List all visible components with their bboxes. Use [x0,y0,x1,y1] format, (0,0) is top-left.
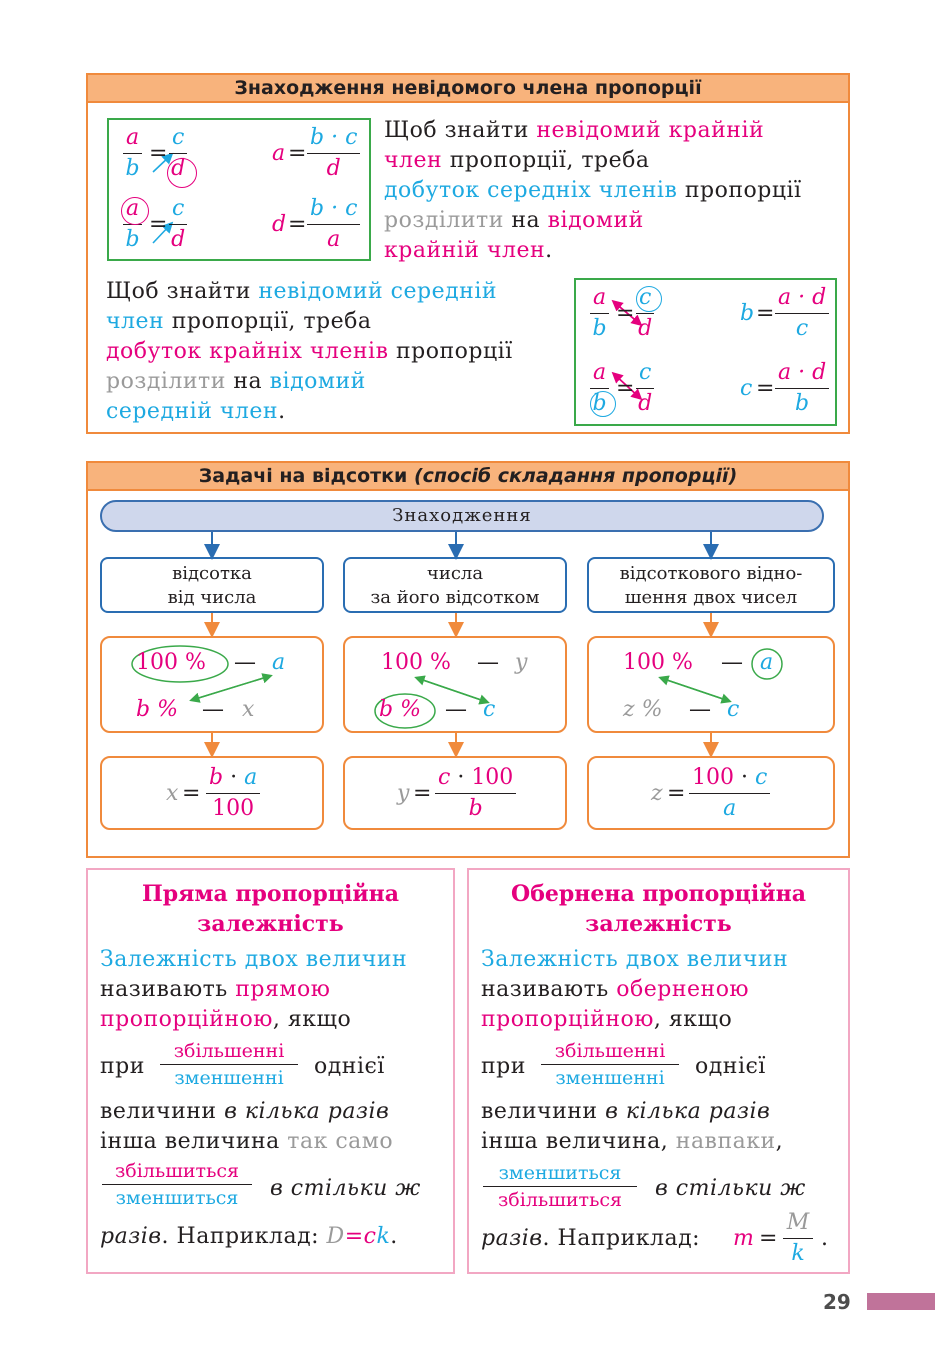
result-fraction: $\frac{a \cdot d}{c}$ [775,283,829,344]
case-header-1: відсотка від числа [100,557,324,613]
result-var: b [740,301,755,326]
equals-sign: = [288,141,307,166]
case-header-3: відсоткового відно- шення двох чисел [587,557,835,613]
page-bar [867,1293,935,1310]
result-fraction: $\frac{b \cdot c}{a}$ [307,194,360,255]
rule-extreme-text: Щоб знайти невідомий крайній член пропорції, треба добуток середніх членів пропорції розділити на відомий крайній член. [384,118,802,263]
equals-sign: = [756,301,775,326]
page-number: 29 [823,1290,851,1314]
proportion-box-3: 100 % — a z % — c [587,636,835,733]
fraction-c-d: $\frac{c}{d}$ [636,283,654,344]
result-fraction: $\frac{a \cdot d}{b}$ [775,358,829,419]
direct-proportion-box: Пряма пропорційна залежність Залежність двох величин називають прямою пропорційною, якщо при збільшенні зменшенні однієї величини в кілька разів інша величина так само збільшиться зменшиться в стільки ж разів. Наприклад: D=ck. [86,868,455,1274]
example-fraction: $\frac{M}{k}$ [783,1208,813,1269]
fraction-a-b: $\frac{a}{b}$ [123,123,142,184]
will-decrease-fraction: зменшиться збільшиться [483,1160,637,1213]
proportion-box-1: 100 % — a b % — x [100,636,324,733]
result-box-2: y = $\frac{c \cdot 100}{b}$ [343,756,567,830]
result-box-1: x = $\frac{b \cdot a}{100}$ [100,756,324,830]
inverse-proportion-box: Обернена пропорційна залежність Залежність двох величин називають оберненою пропорційною, якщо при збільшенні зменшенні однієї величини в кілька разів інша величина, навпаки, зменшиться збільшиться в стільки ж разів. Наприклад: m = $\frac{M}{k}$ . [467,868,850,1274]
fraction-c-d: $\frac{c}{d}$ [169,123,187,184]
result-var: d [272,212,287,237]
case-header-2: числа за його відсотком [343,557,567,613]
section-title: Задачі на відсотки (спосіб складання пропорції) [88,463,848,491]
result-fraction: $\frac{b \cdot c}{d}$ [307,123,360,184]
result-var: a [272,141,286,166]
equals-sign: = [288,212,307,237]
result-var: c [740,376,753,401]
increase-decrease-fraction: збільшенні зменшенні [160,1038,298,1091]
fraction-a-b: $\frac{a}{b}$ [590,358,609,419]
increase-decrease-fraction: збільшенні зменшенні [541,1038,679,1091]
proportion-box-2: 100 % — y b % — c [343,636,567,733]
result-fraction: $\frac{100 \cdot c}{a}$ [689,763,770,824]
equals-sign: = [149,212,168,237]
equals-sign: = [616,376,635,401]
result-fraction: $\frac{c \cdot 100}{b}$ [435,763,516,824]
fraction-a-b: $\frac{a}{b}$ [123,194,142,255]
direct-title: Пряма пропорційна [141,881,400,907]
section-title: Знаходження невідомого члена пропорції [88,75,848,103]
equals-sign: = [616,301,635,326]
fraction-c-d: $\frac{c}{d}$ [169,194,187,255]
equals-sign: = [756,376,775,401]
equals-sign: = [149,141,168,166]
will-increase-fraction: збільшиться зменшиться [102,1158,252,1211]
inverse-title: Обернена пропорційна [511,881,806,907]
result-fraction: $\frac{b \cdot a}{100}$ [206,763,260,824]
root-node: Знаходження [100,500,824,532]
result-box-3: z = $\frac{100 \cdot c}{a}$ [587,756,835,830]
fraction-c-d: $\frac{c}{d}$ [636,358,654,419]
fraction-a-b: $\frac{a}{b}$ [590,283,609,344]
rule-middle-text: Щоб знайти невідомий середній член пропорції, треба добуток крайніх членів пропорції розділити на відомий середній член. [106,279,513,424]
